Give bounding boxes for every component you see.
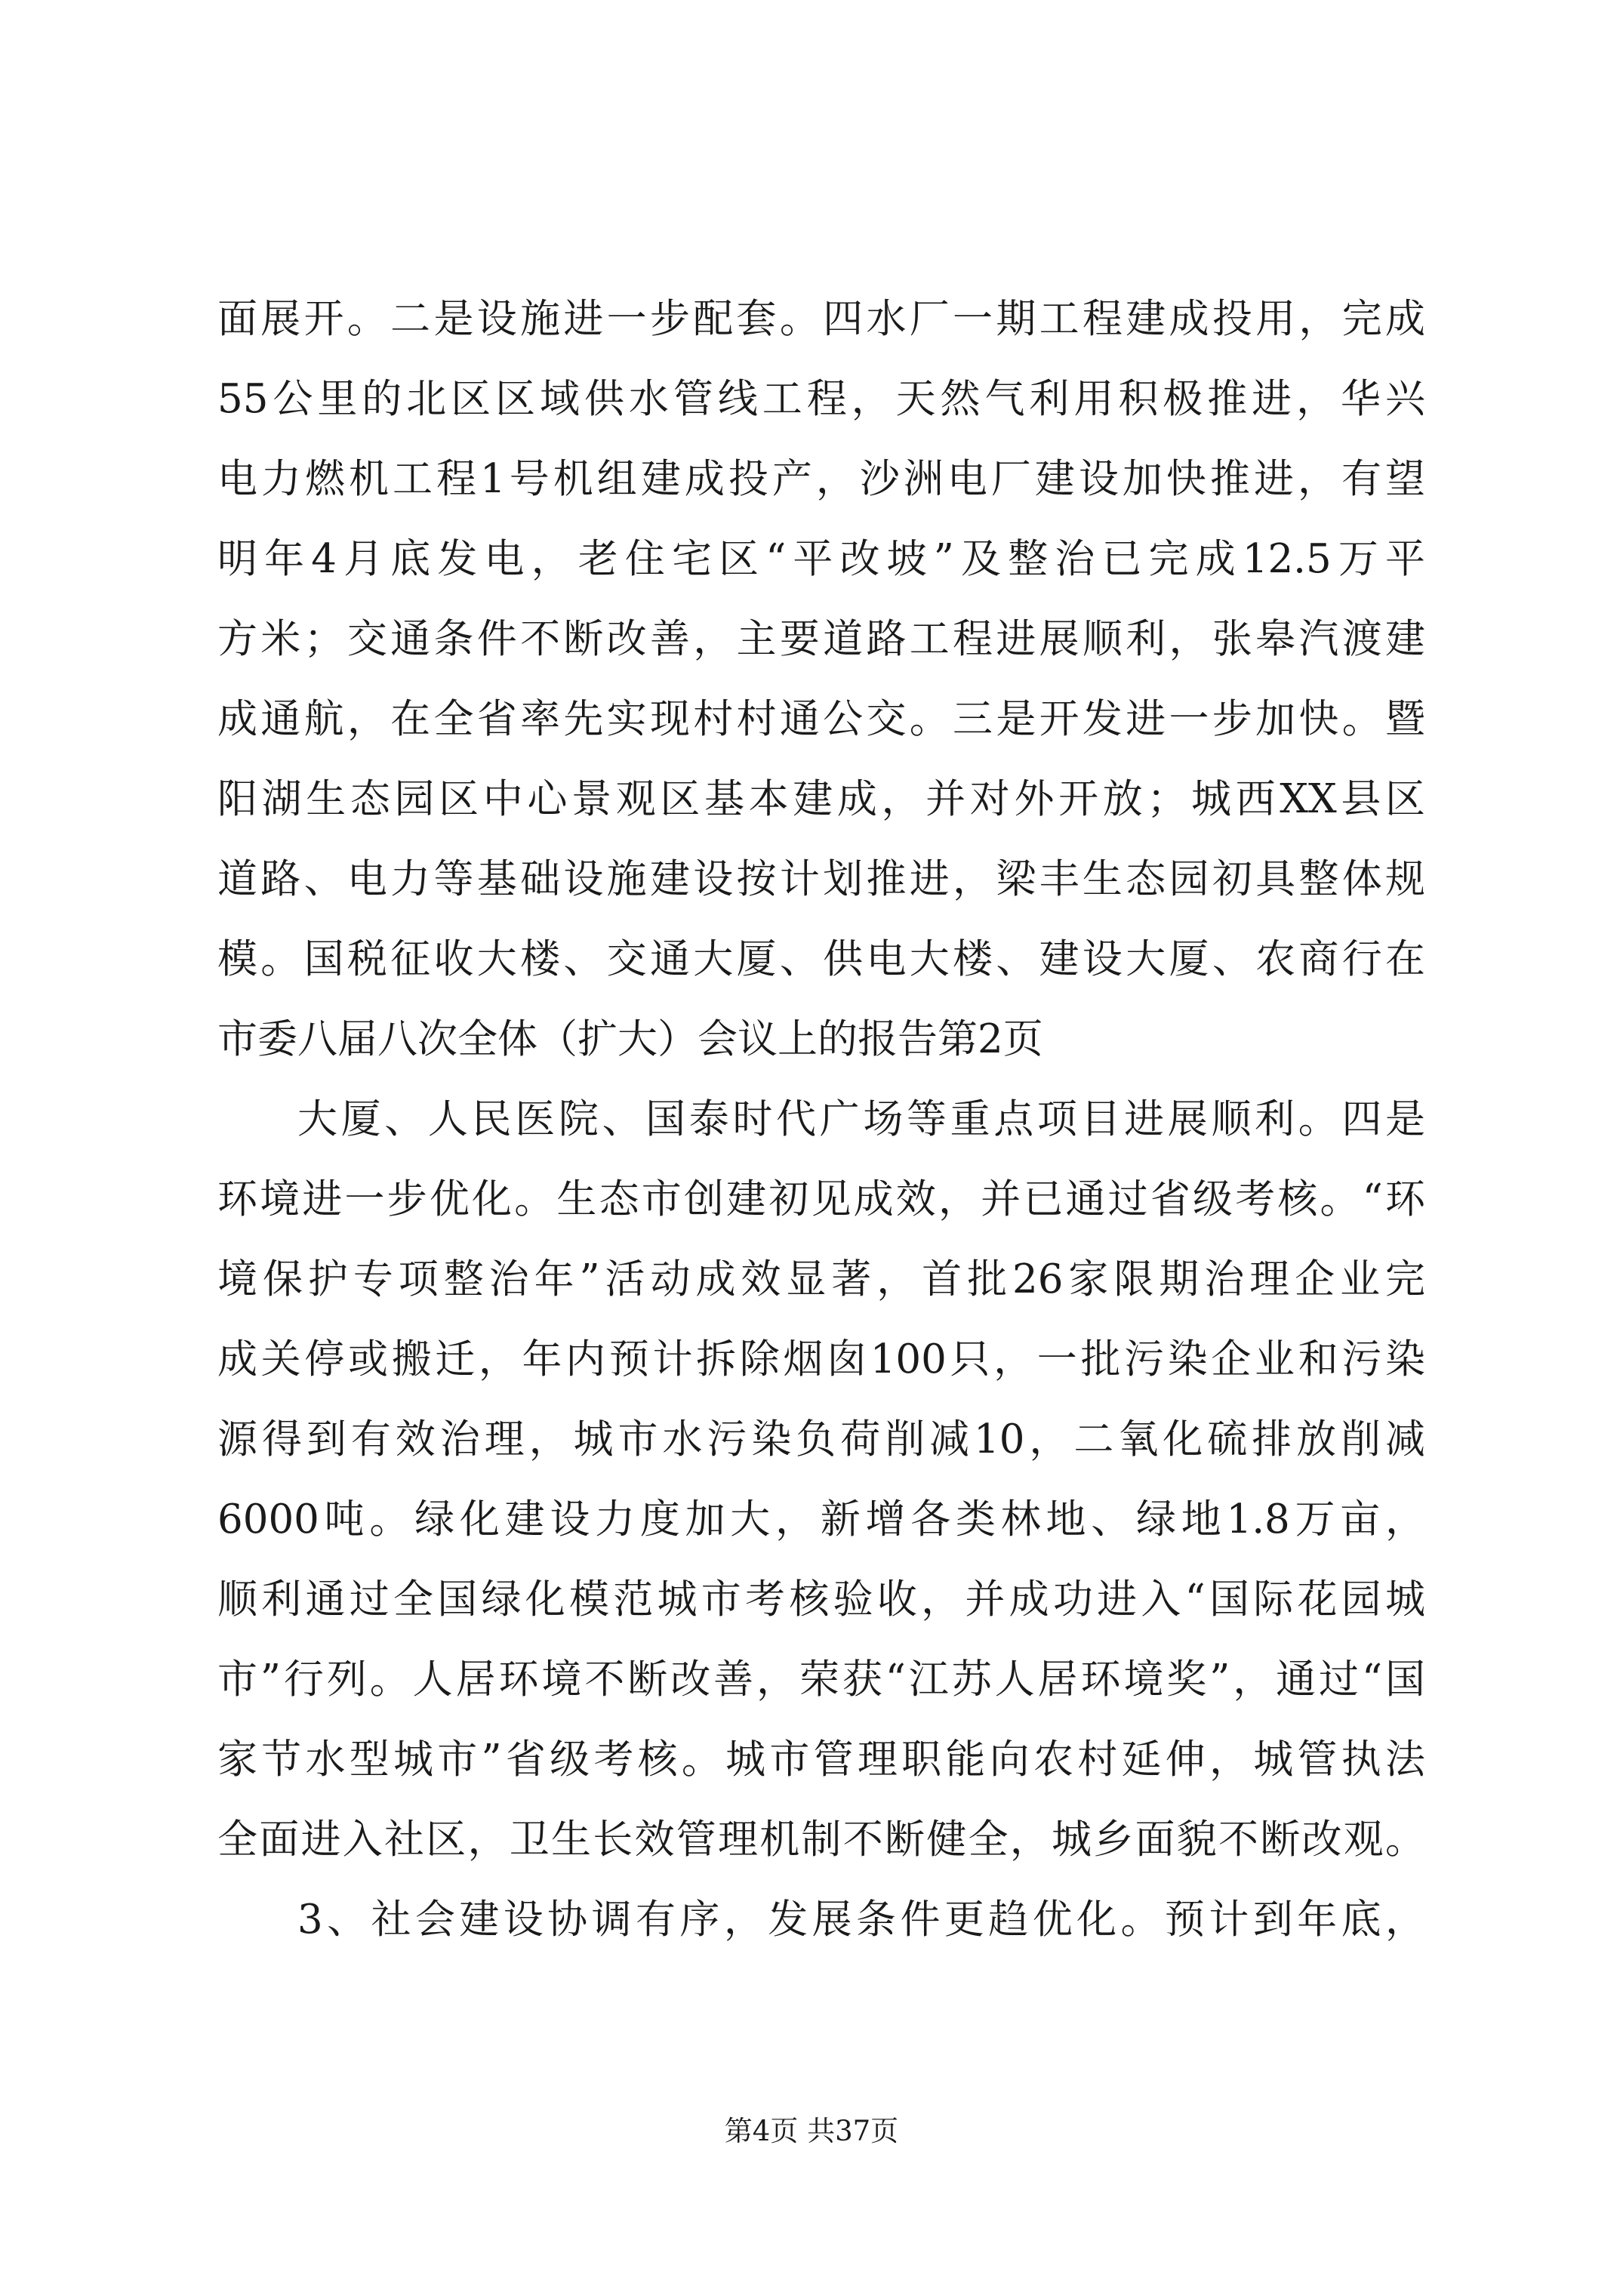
text-line: 家节水型城市”省级考核。城市管理职能向农村延伸，城管执法 bbox=[217, 1737, 1425, 1783]
text-line: 大厦、人民医院、国泰时代广场等重点项目进展顺利。四是 bbox=[297, 1096, 1425, 1142]
text-line: 市委八届八次全体（扩大）会议上的报告第2页 bbox=[217, 1016, 1043, 1062]
text-line: 顺利通过全国绿化模范城市考核验收，并成功进入“国际花园城 bbox=[217, 1576, 1425, 1623]
text-line: 3、社会建设协调有序，发展条件更趋优化。预计到年底， bbox=[297, 1897, 1425, 1943]
text-line: 55公里的北区区域供水管线工程，天然气利用积极推进，华兴 bbox=[217, 376, 1425, 422]
text-line: 全面进入社区，卫生长效管理机制不断健全，城乡面貌不断改观。 bbox=[217, 1817, 1425, 1863]
text-line: 市”行列。人居环境不断改善，荣获“江苏人居环境奖”，通过“国 bbox=[217, 1657, 1425, 1703]
text-line: 成关停或搬迁，年内预计拆除烟囱100只，一批污染企业和污染 bbox=[217, 1336, 1425, 1382]
text-line: 境保护专项整治年”活动成效显著，首批26家限期治理企业完 bbox=[217, 1256, 1425, 1302]
text-line: 模。国税征收大楼、交通大厦、供电大楼、建设大厦、农商行在 bbox=[217, 936, 1425, 982]
text-line: 方米；交通条件不断改善，主要道路工程进展顺利，张皋汽渡建 bbox=[217, 616, 1425, 662]
text-line: 电力燃机工程1号机组建成投产，沙洲电厂建设加快推进，有望 bbox=[217, 456, 1425, 502]
text-line: 6000吨。绿化建设力度加大，新增各类林地、绿地1.8万亩， bbox=[217, 1496, 1425, 1542]
text-line: 面展开。二是设施进一步配套。四水厂一期工程建成投用，完成 bbox=[217, 296, 1425, 342]
page-footer: 第4页 共37页 bbox=[724, 2115, 899, 2147]
text-line: 明年4月底发电，老住宅区“平改坡”及整治已完成12.5万平 bbox=[217, 536, 1425, 582]
text-line: 源得到有效治理，城市水污染负荷削减10，二氧化硫排放削减 bbox=[217, 1416, 1425, 1462]
text-line: 成通航，在全省率先实现村村通公交。三是开发进一步加快。暨 bbox=[217, 696, 1425, 742]
text-line: 道路、电力等基础设施建设按计划推进，梁丰生态园初具整体规 bbox=[217, 856, 1425, 902]
body-text bbox=[217, 279, 1425, 1960]
text-line: 阳湖生态园区中心景观区基本建成，并对外开放；城西XX县区 bbox=[217, 776, 1425, 822]
text-line: 环境进一步优化。生态市创建初见成效，并已通过省级考核。“环 bbox=[217, 1176, 1425, 1222]
